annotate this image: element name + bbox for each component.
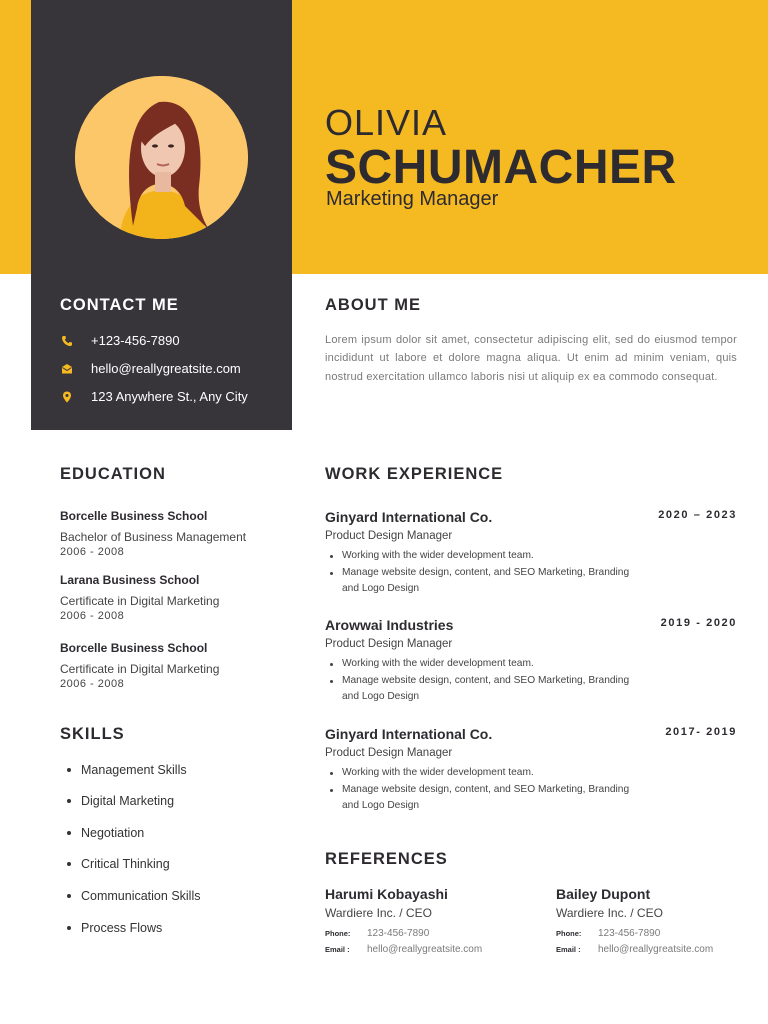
location-pin-icon — [60, 390, 74, 404]
reference-email-label: Email : — [325, 945, 350, 954]
experience-role: Product Design Manager — [325, 747, 453, 759]
experience-dates: 2020 – 2023 — [658, 509, 737, 521]
education-school: Larana Business School — [60, 573, 200, 587]
skill-item: Digital Marketing — [67, 794, 174, 808]
experience-bullet: Working with the wider development team. — [325, 765, 645, 782]
mail-icon — [60, 362, 74, 376]
experience-bullet: Manage website design, content, and SEO Marketing, Branding and Logo Design — [325, 565, 645, 598]
reference-phone-label: Phone: — [556, 929, 582, 938]
skill-item: Management Skills — [67, 763, 187, 777]
profile-photo — [75, 76, 248, 239]
education-heading: EDUCATION — [60, 465, 166, 483]
reference-email[interactable] — [325, 944, 525, 955]
reference-email-value: hello@reallygreatsite.com — [598, 944, 714, 955]
reference-email[interactable] — [556, 944, 756, 955]
reference-org: Wardiere Inc. / CEO — [325, 906, 432, 920]
reference-phone[interactable] — [556, 928, 756, 939]
education-degree: Certificate in Digital Marketing — [60, 662, 220, 676]
skill-item: Communication Skills — [67, 889, 200, 903]
education-years: 2006 - 2008 — [60, 610, 125, 622]
experience-heading: WORK EXPERIENCE — [325, 465, 504, 483]
experience-dates: 2019 - 2020 — [660, 617, 737, 629]
job-title: Marketing Manager — [326, 188, 499, 210]
education-item — [60, 573, 290, 622]
experience-role: Product Design Manager — [325, 530, 453, 542]
reference-phone-value: 123-456-7890 — [367, 928, 430, 939]
education-item — [60, 509, 290, 558]
about-text: Lorem ipsum dolor sit amet, consectetur adipiscing elit, sed do eiusmod tempor incididunt ut labore et dolore magna aliqua. Ut enim ad minim veniam, quis nostrud exercitation ullamco laboris nisi ut aliquip ex ea commodo consequat. — [325, 334, 737, 383]
experience-bullet: Working with the wider development team. — [325, 548, 645, 565]
reference-item — [325, 886, 525, 955]
reference-name: Bailey Dupont — [556, 886, 651, 902]
education-years: 2006 - 2008 — [60, 546, 125, 558]
reference-phone-label: Phone: — [325, 929, 351, 938]
experience-bullet: Manage website design, content, and SEO Marketing, Branding and Logo Design — [325, 782, 645, 815]
reference-phone[interactable] — [325, 928, 525, 939]
skills-heading: SKILLS — [60, 725, 125, 743]
skill-item: Critical Thinking — [67, 857, 170, 871]
education-degree: Bachelor of Business Management — [60, 530, 247, 544]
contact-heading: CONTACT ME — [60, 296, 179, 314]
reference-item — [556, 886, 756, 955]
reference-phone-value: 123-456-7890 — [598, 928, 661, 939]
reference-email-value: hello@reallygreatsite.com — [367, 944, 483, 955]
reference-name: Harumi Kobayashi — [325, 886, 448, 902]
reference-email-label: Email : — [556, 945, 581, 954]
contact-email[interactable] — [60, 361, 241, 376]
experience-item — [325, 617, 738, 706]
education-school: Borcelle Business School — [60, 509, 208, 523]
education-item — [60, 641, 290, 690]
experience-dates: 2017- 2019 — [665, 726, 737, 738]
first-name: OLIVIA — [325, 102, 448, 143]
phone-icon — [60, 334, 74, 348]
education-degree: Certificate in Digital Marketing — [60, 594, 220, 608]
references-heading: REFERENCES — [325, 850, 448, 868]
experience-company: Ginyard International Co. — [325, 726, 493, 742]
experience-item — [325, 726, 738, 815]
experience-bullet: Working with the wider development team. — [325, 656, 645, 673]
experience-bullet: Manage website design, content, and SEO Marketing, Branding and Logo Design — [325, 673, 645, 706]
contact-email-text: hello@reallygreatsite.com — [91, 361, 241, 376]
contact-phone[interactable] — [60, 333, 180, 348]
experience-company: Ginyard International Co. — [325, 509, 493, 525]
education-years: 2006 - 2008 — [60, 678, 125, 690]
reference-org: Wardiere Inc. / CEO — [556, 906, 663, 920]
skill-item: Process Flows — [67, 921, 162, 935]
about-heading: ABOUT ME — [325, 296, 421, 314]
contact-phone-text: +123-456-7890 — [91, 333, 180, 348]
contact-address — [60, 389, 248, 404]
experience-role: Product Design Manager — [325, 638, 453, 650]
last-name: SCHUMACHER — [325, 141, 677, 194]
experience-company: Arowwai Industries — [325, 617, 454, 633]
education-school: Borcelle Business School — [60, 641, 208, 655]
experience-item — [325, 509, 738, 598]
contact-address-text: 123 Anywhere St., Any City — [91, 389, 248, 404]
skill-item: Negotiation — [67, 826, 144, 840]
